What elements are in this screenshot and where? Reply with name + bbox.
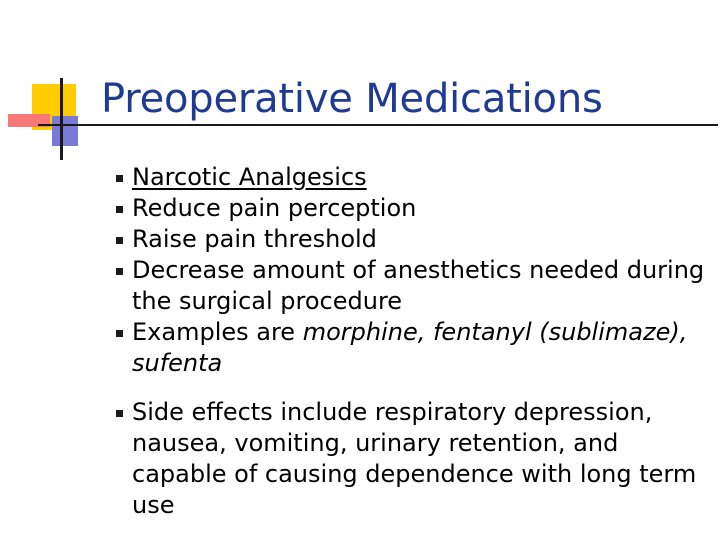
bullet-text-examples: morphine, fentanyl (sublimaze), sufenta xyxy=(132,318,688,377)
square-bullet-icon xyxy=(116,237,123,244)
bullet-item xyxy=(116,397,716,521)
bullet-text: Narcotic Analgesics xyxy=(132,163,367,191)
square-bullet-icon xyxy=(116,175,123,182)
square-bullet-icon xyxy=(116,330,123,337)
bullet-list xyxy=(116,162,716,521)
bullet-item xyxy=(116,193,716,224)
slide-title: Preoperative Medications xyxy=(101,76,603,122)
vertical-divider xyxy=(60,78,63,160)
title-underline-divider xyxy=(38,124,718,126)
bullet-text: Side effects include respiratory depression, nausea, vomiting, urinary retention, and capable of causing dependence with long term use xyxy=(132,398,697,519)
bullet-item xyxy=(116,162,716,193)
bullet-item xyxy=(116,224,716,255)
bullet-item xyxy=(116,317,716,379)
bullet-text: Raise pain threshold xyxy=(132,225,377,253)
bullet-text: Decrease amount of anesthetics needed during the surgical procedure xyxy=(132,256,705,315)
square-bullet-icon xyxy=(116,410,123,417)
square-bullet-icon xyxy=(116,268,123,275)
bullet-text: Reduce pain perception xyxy=(132,194,417,222)
blue-square-decoration xyxy=(52,116,78,146)
square-bullet-icon xyxy=(116,206,123,213)
bullet-item xyxy=(116,255,716,317)
bullet-text-prefix: Examples are xyxy=(132,318,303,346)
